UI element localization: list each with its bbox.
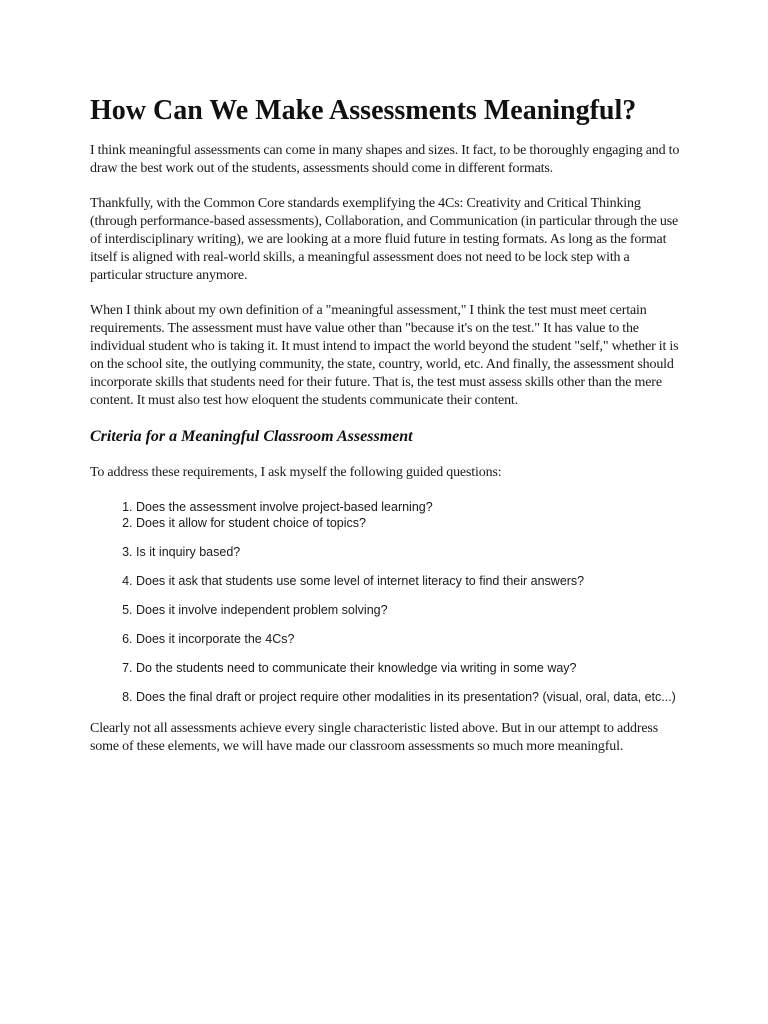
questions-intro: To address these requirements, I ask myself the following guided questions:	[90, 465, 502, 480]
document-page	[90, 93, 680, 773]
paragraph-common-core: Thankfully, with the Common Core standards exemplifying the 4Cs: Creativity and Critical Thinking (through performance-based assessments), Collaboration, and Communication (in particular through the use of interdisciplinary writing), we are looking at a more fluid future in testing formats. As long as the format itself is aligned with real-world skills, a meaningful assessment does not need to be lock step with a particular structure anymore.	[90, 196, 679, 283]
list-item: 2. Does it allow for student choice of topics?	[136, 515, 680, 531]
paragraph-intro: I think meaningful assessments can come in many shapes and sizes. It fact, to be thoroughly engaging and to draw the best work out of the students, assessments should come in different formats.	[90, 143, 680, 176]
paragraph-conclusion: Clearly not all assessments achieve every single characteristic listed above. But in our attempt to address some of these elements, we will have made our classroom assessments so much more meaningful.	[90, 721, 658, 754]
list-item: 1. Does the assessment involve project-based learning?	[136, 499, 680, 515]
list-item: 4. Does it ask that students use some level of internet literacy to find their answers?	[136, 573, 680, 589]
section-heading: Criteria for a Meaningful Classroom Assessment	[90, 428, 413, 445]
list-item: 5. Does it involve independent problem solving?	[136, 602, 680, 618]
page-title: How Can We Make Assessments Meaningful?	[90, 95, 637, 126]
list-item: 3. Is it inquiry based?	[136, 544, 680, 560]
list-item: 6. Does it incorporate the 4Cs?	[136, 631, 680, 647]
list-item: 7. Do the students need to communicate their knowledge via writing in some way?	[136, 660, 680, 676]
paragraph-definition: When I think about my own definition of a "meaningful assessment," I think the test must meet certain requirements. The assessment must have value other than "because it's on the test." It has value to the individual student who is taking it. It must intend to impact the world beyond the student "self," whether it is on the school site, the outlying community, the state, country, world, etc. And finally, the assessment should incorporate skills that students need for their future. That is, the test must assess skills other than the mere content. It must also test how eloquent the students communicate their content.	[90, 303, 679, 408]
guided-questions-list	[90, 499, 680, 705]
list-item: 8. Does the final draft or project require other modalities in its presentation? (visual, oral, data, etc...)	[136, 689, 680, 705]
